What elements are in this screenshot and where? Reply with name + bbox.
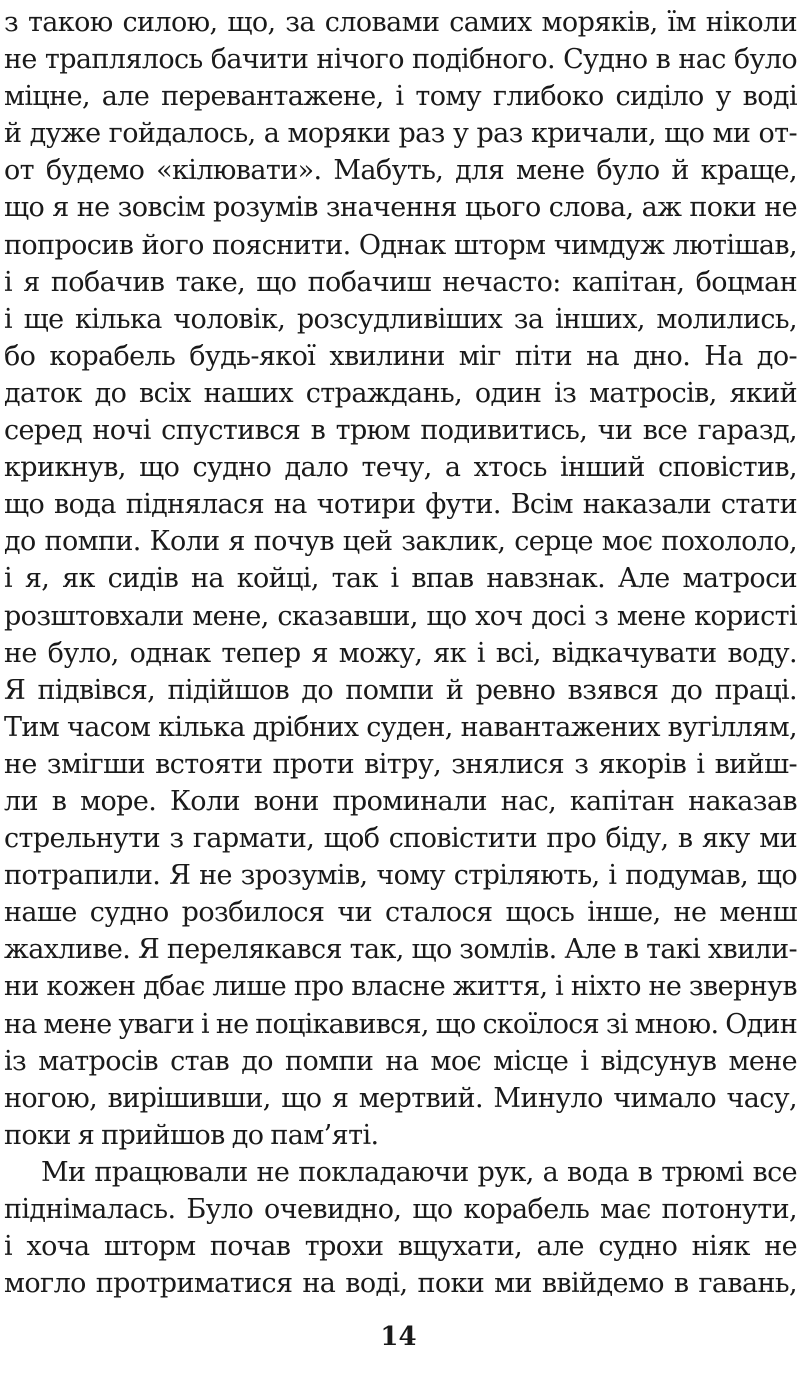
paragraph-2 — [4, 1154, 797, 1302]
text-line: міцне, але перевантажене, і тому глибоко сиділо у воді — [4, 81, 797, 113]
text-line: що вода піднялася на чотири фути. Всім наказали стати — [4, 489, 797, 521]
text-line: не траплялось бачити нічого подібного. Судно в нас було — [4, 44, 797, 76]
text-line: до помпи. Коли я почув цей заклик, серце моє похололо, — [4, 526, 797, 558]
text-line: і я побачив таке, що побачиш нечасто: капітан, боцман — [4, 266, 797, 298]
text-line: от будемо «кілювати». Мабуть, для мене було й краще, — [4, 155, 797, 187]
text-line: попросив його пояснити. Однак шторм чимдуж лютішав, — [4, 229, 797, 261]
body-text — [4, 4, 797, 1302]
text-line: даток до всіх наших страждань, один із матросів, який — [4, 377, 797, 409]
text-line: Я підвівся, підійшов до помпи й ревно взявся до праці. — [4, 674, 797, 706]
text-line: із матросів став до помпи на моє місце і відсунув мене — [4, 1045, 797, 1077]
text-line: з такою силою, що, за словами самих моряків, їм ніколи — [4, 7, 797, 38]
text-line: поки я прийшов до пам’яті. — [4, 1119, 379, 1151]
text-line: крикнув, що судно дало течу, а хтось інший сповістив, — [4, 452, 797, 484]
text-line: не було, однак тепер я можу, як і всі, відкачувати воду. — [4, 637, 797, 669]
text-line: ни кожен дбає лише про власне життя, і ніхто не звернув — [4, 971, 797, 1003]
text-line: могло протриматися на воді, поки ми ввійдемо в гавань, — [4, 1268, 797, 1300]
text-line: і хоча шторм почав трохи вщухати, але судно ніяк не — [4, 1231, 797, 1263]
text-line: що я не зовсім розумів значення цього слова, аж поки не — [4, 192, 797, 224]
text-line: бо корабель будь-якої хвилини міг піти на дно. На до- — [4, 340, 797, 372]
text-line: і ще кілька чоловік, розсудливіших за інших, молились, — [4, 303, 797, 335]
text-line: потрапили. Я не зрозумів, чому стріляють, і подумав, що — [4, 860, 797, 892]
text-line: наше судно розбилося чи сталося щось інше, не менш — [4, 897, 797, 929]
text-line: Тим часом кілька дрібних суден, навантажених вугіллям, — [4, 711, 797, 743]
text-line: не змігши встояти проти вітру, знялися з якорів і вийш- — [4, 748, 797, 780]
text-line: ли в море. Коли вони проминали нас, капітан наказав — [4, 785, 797, 817]
text-line: і я, як сидів на койці, так і впав навзнак. Але матроси — [4, 563, 797, 595]
text-line: стрельнути з гармати, щоб сповістити про біду, в яку ми — [4, 823, 797, 855]
text-line: піднімалась. Було очевидно, що корабель має потонути, — [4, 1194, 797, 1225]
text-line: жахливе. Я перелякався так, що зомлів. Але в такі хвили- — [4, 934, 797, 966]
text-line: й дуже гойдалось, а моряки раз у раз кричали, що ми от- — [4, 118, 797, 150]
paragraph-1 — [4, 4, 797, 1154]
text-line: на мене уваги і не поцікавився, що скоїлося зі мною. Один — [4, 1008, 797, 1040]
text-line: ногою, вирішивши, що я мертвий. Минуло чимало часу, — [4, 1082, 797, 1114]
text-line: серед ночі спустився в трюм подивитись, чи все гаразд, — [4, 415, 797, 447]
text-line: Ми працювали не покладаючи рук, а вода в трюмі все — [41, 1156, 797, 1188]
text-line: розштовхали мене, сказавши, що хоч досі з мене користі — [4, 600, 797, 632]
page-number: 14 — [380, 1322, 417, 1352]
